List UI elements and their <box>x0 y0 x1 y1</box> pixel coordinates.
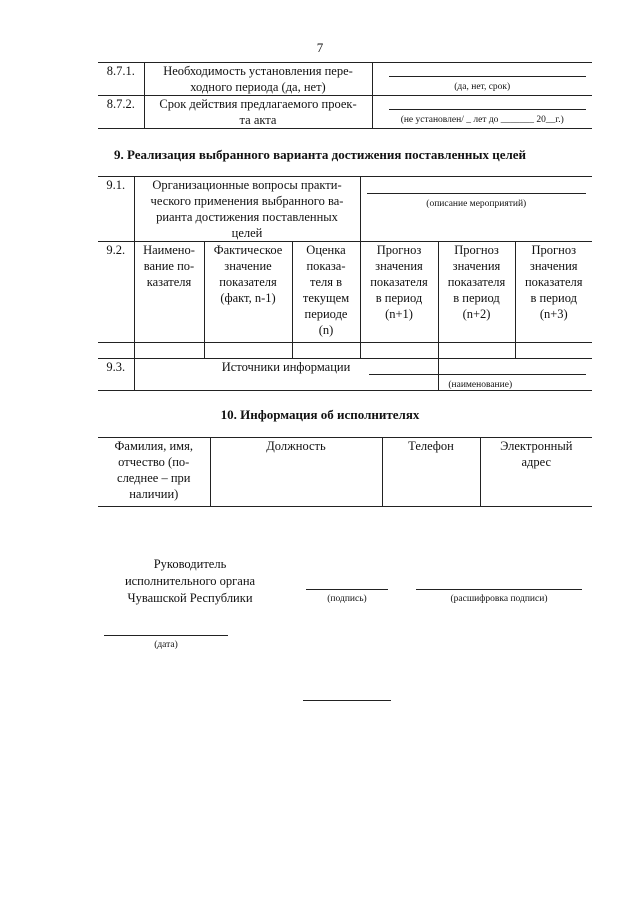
section-10-title: 10. Информация об исполнителях <box>220 407 420 422</box>
field-hint: (описание мероприятий) <box>426 199 527 209</box>
section-10-table <box>98 437 592 507</box>
column-header: Фамилия, имя, отчество (по- следнее – при наличии) <box>98 438 210 507</box>
row-number: 8.7.2. <box>98 96 144 129</box>
row-label: Организационные вопросы практи- ческого применения выбранного ва- рианта достижения поставленных целей <box>134 177 360 242</box>
empty-cell <box>438 343 515 359</box>
column-header: Телефон <box>382 438 480 507</box>
empty-cell <box>360 343 438 359</box>
date-hint: (дата) <box>154 640 178 650</box>
row-label: Источники информации <box>134 359 438 391</box>
empty-cell <box>204 343 292 359</box>
answer-cell <box>372 96 592 129</box>
decode-hint: (расшифровка подписи) <box>450 594 548 604</box>
section-9-title: 9. Реализация выбранного варианта достижения поставленных целей <box>113 147 527 162</box>
column-header: Прогноз значения показателя в период (n+2) <box>438 242 515 343</box>
decode-line <box>416 589 582 590</box>
answer-cell <box>438 359 592 391</box>
signature-line <box>306 589 388 590</box>
empty-cell <box>134 343 204 359</box>
signature-hint: (подпись) <box>327 594 367 604</box>
row-label: Необходимость установления пере- ходного периода (да, нет) <box>144 63 372 96</box>
empty-cell <box>292 343 360 359</box>
date-line <box>104 635 228 636</box>
column-header: Прогноз значения показателя в период (n+1) <box>360 242 438 343</box>
column-header: Прогноз значения показателя в период (n+3) <box>515 242 592 343</box>
row-number: 9.3. <box>98 359 134 391</box>
row-number: 9.2. <box>98 242 134 343</box>
row-number: 9.1. <box>98 177 134 242</box>
empty-cell <box>515 343 592 359</box>
row-label: Срок действия предлагаемого проек- та акта <box>144 96 372 129</box>
field-hint: (да, нет, срок) <box>454 82 511 92</box>
field-hint: (наименование) <box>448 380 513 390</box>
section-8-7-table <box>98 62 592 129</box>
field-hint: (не установлен/ _ лет до _______ 20__г.) <box>400 115 564 125</box>
column-header: Электронный адрес <box>480 438 592 507</box>
empty-cell <box>98 343 134 359</box>
column-header: Оценка показа- теля в текущем периоде (n) <box>292 242 360 343</box>
signatory-title: Руководитель исполнительного органа Чувашской Республики <box>124 557 256 605</box>
column-header: Должность <box>210 438 382 507</box>
answer-cell <box>360 177 592 242</box>
row-number: 8.7.1. <box>98 63 144 96</box>
section-9-table <box>98 176 592 391</box>
column-header: Наимено- вание по- казателя <box>134 242 204 343</box>
column-header: Фактическое значение показателя (факт, n-1) <box>204 242 292 343</box>
answer-cell <box>372 63 592 96</box>
end-divider <box>303 700 391 701</box>
page-number: 7 <box>316 40 324 55</box>
